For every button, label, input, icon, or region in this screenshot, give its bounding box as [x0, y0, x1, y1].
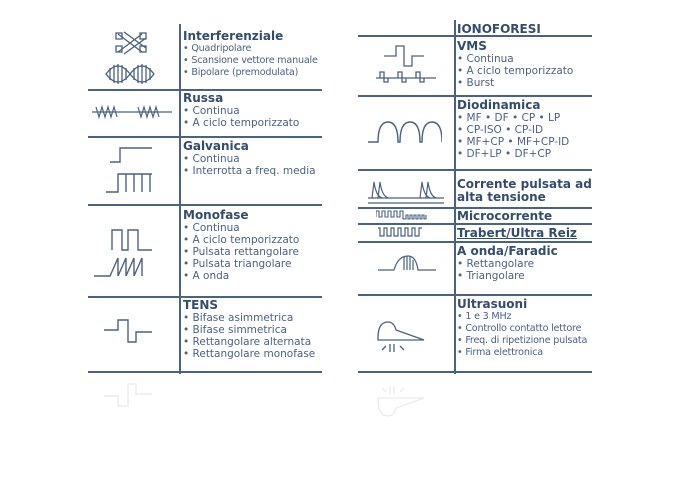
list-item: • A ciclo temporizzato: [457, 65, 573, 77]
list-item: • Bifase asimmetrica: [183, 312, 315, 324]
russian-burst-wave-icon: [92, 104, 172, 120]
list-item: • Continua: [457, 53, 573, 65]
list-item: • Pulsata rettangolare: [183, 246, 299, 258]
list-item: • 1 e 3 MHz: [457, 311, 587, 323]
left-column-divider: [179, 24, 181, 374]
list-item: • Interrotta a freq. media: [183, 165, 316, 177]
list-item: • Controllo contatto lettore: [457, 323, 587, 335]
monophasic-wave-icon: [94, 228, 164, 278]
high-voltage-pulse-icon: [368, 178, 444, 204]
section-title: Interferenziale: [183, 29, 284, 43]
section-galvanica: [183, 140, 316, 177]
list-item: • Bipolare (premodulata): [183, 67, 318, 79]
section-tens: [183, 299, 315, 360]
row-divider: [358, 294, 592, 296]
row-divider: [358, 241, 592, 243]
row-divider: [358, 223, 592, 225]
section-microcorrente: [457, 210, 552, 223]
section-title: Microcorrente: [457, 209, 553, 223]
list-item: • Bifase simmetrica: [183, 324, 315, 336]
list-item: • CP-ISO • CP-ID: [457, 124, 569, 136]
faradic-wave-icon: [378, 254, 438, 272]
list-item: • A ciclo temporizzato: [183, 234, 299, 246]
list-item: • Burst: [457, 77, 573, 89]
section-title: Corrente pulsata ad alta tensione: [457, 177, 592, 204]
interferential-wave-icon: [100, 30, 170, 86]
microcurrent-wave-icon: [376, 209, 436, 221]
right-column-divider: [454, 20, 456, 374]
section-interferenziale: [183, 30, 318, 79]
section-title: Ultrasuoni: [457, 297, 528, 311]
list-item: • Continua: [183, 153, 316, 165]
section-vms: [457, 40, 573, 89]
galvanic-step-wave-icon: [106, 146, 156, 194]
section-title: Galvanica: [183, 139, 249, 153]
list-item: • Rettangolare monofase: [183, 348, 315, 360]
section-a-onda-faradic: [457, 245, 558, 282]
section-title: Monofase: [183, 208, 249, 222]
ultrasound-probe-icon: [376, 320, 428, 354]
section-russa: [183, 92, 299, 129]
section-trabert: [457, 227, 577, 240]
section-title: A onda/Faradic: [457, 244, 558, 258]
tens-reflection: [104, 378, 154, 408]
list-item: • A ciclo temporizzato: [183, 117, 299, 129]
vms-wave-icon: [376, 44, 436, 86]
ultrasound-reflection: [376, 380, 428, 418]
section-ultrasuoni: [457, 298, 587, 359]
section-title: IONOFORESI: [457, 22, 541, 36]
row-divider: [88, 371, 322, 373]
list-item: • Pulsata triangolare: [183, 258, 299, 270]
list-item: • Freq. di ripetizione pulsata: [457, 335, 587, 347]
section-title: Russa: [183, 91, 224, 105]
row-divider: [358, 371, 592, 373]
list-item: • Continua: [183, 222, 299, 234]
list-item: • DF+LP • DF+CP: [457, 148, 569, 160]
row-divider: [358, 95, 592, 97]
section-title: TENS: [183, 298, 219, 312]
section-diodinamica: [457, 99, 569, 160]
list-item: • Rettangolare: [457, 258, 558, 270]
list-item: • MF • DF • CP • LP: [457, 112, 569, 124]
section-title: Trabert/Ultra Reiz: [457, 226, 577, 240]
list-item: • Quadripolare: [183, 43, 318, 55]
list-item: • Triangolare: [457, 270, 558, 282]
row-divider: [358, 169, 592, 171]
row-divider: [88, 136, 322, 138]
list-item: • Continua: [183, 105, 299, 117]
section-title: VMS: [457, 39, 487, 53]
section-title: Diodinamica: [457, 98, 541, 112]
section-monofase: [183, 209, 299, 282]
section-ionoforesi: [457, 23, 541, 36]
list-item: • Firma elettronica: [457, 347, 587, 359]
list-item: • MF+CP • MF+CP-ID: [457, 136, 569, 148]
list-item: • Scansione vettore manuale: [183, 55, 318, 67]
section-corrente-pulsata: [457, 178, 592, 204]
list-item: • Rettangolare alternata: [183, 336, 315, 348]
trabert-wave-icon: [378, 226, 428, 238]
row-divider: [88, 204, 322, 206]
biphasic-pulse-icon: [104, 318, 154, 344]
diadynamic-wave-icon: [368, 120, 442, 144]
list-item: • A onda: [183, 270, 299, 282]
